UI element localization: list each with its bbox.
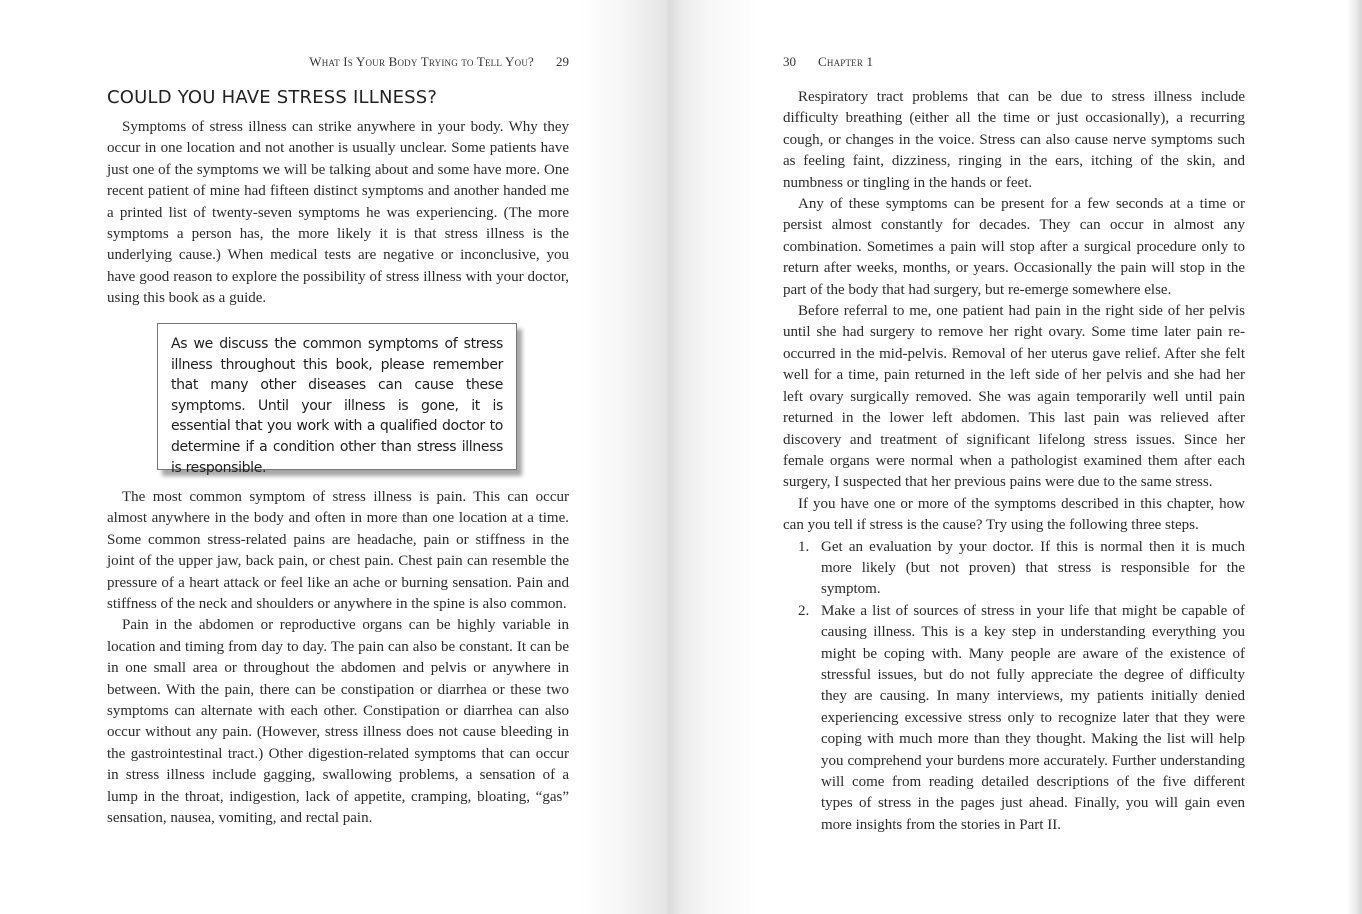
steps-list xyxy=(783,537,1245,837)
body-text-left xyxy=(107,487,569,830)
running-title: What Is Your Body Trying to Tell You? xyxy=(309,54,534,69)
running-head-right xyxy=(783,54,873,70)
step-text: Get an evaluation by your doctor. If this is normal then it is much more likely (but not proven) that stress is responsible for the symptom. xyxy=(821,538,1245,598)
step-number: 2. xyxy=(798,602,810,619)
warning-callout-box xyxy=(157,323,517,476)
page-number: 30 xyxy=(783,54,796,69)
paragraph: Symptoms of stress illness can strike anywhere in your body. Why they occur in one location and not another is usually unclear. Some patients have just one of the symptoms we will be talking about and some have more. One recent patient of mine had fifteen distinct symptoms and another handed me a printed list of twenty-seven symptoms he was experiencing. (The more symptoms a person has, the more likely it is that stress illness is the underlying cause.) When medical tests are negative or inconclusive, you have good reason to explore the possibility of stress illness with your doctor, using this book as a guide. xyxy=(107,119,569,307)
paragraph: The most common symptom of stress illness is pain. This can occur almost anywhere in the body and often in more than one location at a time. Some common stress-related pains are headache, pain or stiffness in the joint of the upper jaw, back pain, or chest pain. Chest pain can resemble the pressure of a heart attack or feel like an ache or burning sensation. Pain and stiffness of the neck and shoulders or anywhere in the spine is also common. xyxy=(107,489,569,613)
running-head-left xyxy=(309,54,569,70)
paragraph: Pain in the abdomen or reproductive organs can be highly variable in location and timing from day to day. The pain can also be constant. It can be in one small area or throughout the abdomen and pelvis or anywhere in between. With the pain, there can be constipation or diarrhea or these two symptoms can alternate with each other. Constipation or diarrhea can also occur without any pain. (However, stress illness does not cause bleeding in the gastrointestinal tract.) Other digestion-related symptoms that can occur in stress illness include gagging, swallowing problems, a sensation of a lump in the throat, indigestion, lack of appetite, cramping, bloating, “gas” sensation, nausea, vomiting, and rectal pain. xyxy=(107,617,569,827)
right-page xyxy=(783,0,1245,914)
page-number: 29 xyxy=(556,54,569,69)
step-number: 1. xyxy=(798,538,810,555)
paragraph: Respiratory tract problems that can be due to stress illness include difficulty breathing (either all the time or just occasionally), a recurring cough, or changes in the voice. Stress can also cause nerve symptoms such as feeling faint, dizziness, ringing in the ears, itching of the skin, and numbness or tingling in the hands or feet. xyxy=(783,89,1245,191)
running-title: Chapter 1 xyxy=(818,54,874,69)
callout-text: As we discuss the common symptoms of stress illness throughout this book, please remember that many other diseases can cause these symptoms. Until your illness is gone, it is essential that you work with a qualified doctor to determine if a condition other than stress illness is responsible. xyxy=(171,336,503,476)
left-page xyxy=(107,0,569,914)
paragraph: Any of these symptoms can be present for a few seconds at a time or persist almost constantly for decades. They can occur in almost any combination. Sometimes a pain will stop after a surgical procedure only to return after weeks, months, or years. Occasionally the pain will stop in the part of the body that had surgery, but re-emerge somewhere else. xyxy=(783,196,1245,298)
list-item xyxy=(783,601,1245,836)
paragraph: If you have one or more of the symptoms described in this chapter, how can you tell if stress is the cause? Try using the following three steps. xyxy=(783,495,1245,534)
body-text-right xyxy=(783,87,1245,836)
section-heading: COULD YOU HAVE STRESS ILLNESS? xyxy=(107,87,438,108)
page-edge-shadow xyxy=(1346,0,1362,914)
step-text: Make a list of sources of stress in your life that might be capable of causing illness. This is a key step in understanding everything you might be coping with. Many people are aware of the existence of stressful issues, but do not fully appreciate the degree of difficulty they are causing. In many interviews, my patients initially denied experiencing excessive stress only to recognize later that they were coping with much more than they thought. Making the list will help you comprehend your burdens more accurately. Further understanding will come from reading detailed descriptions of the five different types of stress in the pages just ahead. Finally, you will gain even more insights from the stories in Part II. xyxy=(821,602,1245,833)
list-item xyxy=(783,537,1245,601)
paragraph: Before referral to me, one patient had pain in the right side of her pelvis until she had surgery to remove her right ovary. Some time later pain re-occurred in the mid-pelvis. Removal of her uterus gave relief. After she felt well for a time, pain returned in the left side of her pelvis and she had her left ovary surgically removed. She was again temporarily well until pain returned in the lower left abdomen. This last pain was relieved after discovery and treatment of significant lifelong stress issues. Since her female organs were normal when a pathologist examined them after each surgery, I suspected that her previous pains were due to the same stress. xyxy=(783,303,1245,491)
intro-text xyxy=(107,117,569,310)
book-gutter-shadow xyxy=(580,0,760,914)
